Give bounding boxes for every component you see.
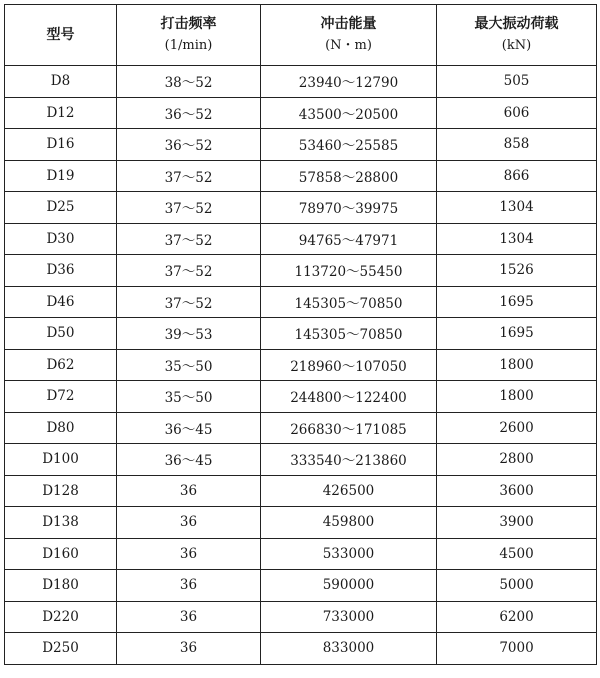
cell-frequency: 37～52 (117, 192, 261, 224)
header-energy-label: 冲击能量 (320, 16, 377, 32)
cell-energy: 57858～28800 (261, 160, 437, 192)
table-row (5, 412, 597, 444)
cell-energy: 78970～39975 (261, 192, 437, 224)
cell-model: D138 (5, 507, 117, 539)
cell-load: 2800 (437, 444, 597, 476)
cell-frequency: 38～52 (117, 66, 261, 98)
cell-model: D72 (5, 381, 117, 413)
table-row (5, 570, 597, 602)
cell-energy: 459800 (261, 507, 437, 539)
header-energy-unit: (N・m) (325, 38, 372, 53)
cell-model: D250 (5, 633, 117, 665)
cell-frequency: 36 (117, 475, 261, 507)
cell-frequency: 37～52 (117, 160, 261, 192)
cell-energy: 590000 (261, 570, 437, 602)
header-load (437, 5, 597, 66)
header-load-label: 最大振动荷载 (474, 16, 559, 32)
table-row (5, 286, 597, 318)
cell-frequency: 37～52 (117, 286, 261, 318)
header-energy (261, 5, 437, 66)
cell-model: D160 (5, 538, 117, 570)
cell-model: D80 (5, 412, 117, 444)
cell-frequency: 36～52 (117, 97, 261, 129)
table-row (5, 444, 597, 476)
cell-energy: 94765～47971 (261, 223, 437, 255)
cell-load: 1800 (437, 349, 597, 381)
cell-frequency: 37～52 (117, 223, 261, 255)
cell-frequency: 39～53 (117, 318, 261, 350)
cell-model: D12 (5, 97, 117, 129)
cell-load: 1695 (437, 318, 597, 350)
cell-frequency: 36 (117, 633, 261, 665)
table-row (5, 160, 597, 192)
cell-energy: 266830～171085 (261, 412, 437, 444)
table-body (5, 66, 597, 665)
header-frequency (117, 5, 261, 66)
cell-model: D128 (5, 475, 117, 507)
table-row (5, 318, 597, 350)
cell-energy: 23940～12790 (261, 66, 437, 98)
header-frequency-label: 打击频率 (160, 16, 217, 32)
cell-energy: 218960～107050 (261, 349, 437, 381)
cell-frequency: 36～45 (117, 412, 261, 444)
cell-load: 1304 (437, 223, 597, 255)
cell-model: D46 (5, 286, 117, 318)
table-row (5, 223, 597, 255)
cell-load: 1526 (437, 255, 597, 287)
table-row (5, 475, 597, 507)
cell-load: 866 (437, 160, 597, 192)
hammer-spec-table (4, 4, 597, 665)
cell-energy: 333540～213860 (261, 444, 437, 476)
cell-energy: 733000 (261, 601, 437, 633)
table-row (5, 255, 597, 287)
cell-frequency: 36 (117, 601, 261, 633)
cell-load: 4500 (437, 538, 597, 570)
cell-energy: 53460～25585 (261, 129, 437, 161)
table-row (5, 538, 597, 570)
table-row (5, 633, 597, 665)
cell-frequency: 36～52 (117, 129, 261, 161)
table-row (5, 129, 597, 161)
table-row (5, 192, 597, 224)
cell-model: D25 (5, 192, 117, 224)
cell-load: 3900 (437, 507, 597, 539)
cell-energy: 145305～70850 (261, 286, 437, 318)
cell-frequency: 35～50 (117, 381, 261, 413)
cell-energy: 426500 (261, 475, 437, 507)
cell-frequency: 36 (117, 570, 261, 602)
table-row (5, 381, 597, 413)
cell-load: 7000 (437, 633, 597, 665)
cell-model: D36 (5, 255, 117, 287)
cell-load: 1304 (437, 192, 597, 224)
cell-energy: 833000 (261, 633, 437, 665)
cell-model: D62 (5, 349, 117, 381)
header-frequency-unit: (1/min) (164, 38, 213, 53)
header-model-label: 型号 (46, 27, 75, 43)
cell-frequency: 36 (117, 538, 261, 570)
header-load-unit: (kN) (501, 38, 532, 53)
cell-model: D19 (5, 160, 117, 192)
cell-load: 1695 (437, 286, 597, 318)
cell-energy: 244800～122400 (261, 381, 437, 413)
cell-load: 858 (437, 129, 597, 161)
cell-model: D180 (5, 570, 117, 602)
table-row (5, 507, 597, 539)
table-header-row (5, 5, 597, 66)
cell-energy: 533000 (261, 538, 437, 570)
table-row (5, 349, 597, 381)
cell-energy: 43500～20500 (261, 97, 437, 129)
table-row (5, 601, 597, 633)
cell-load: 5000 (437, 570, 597, 602)
cell-model: D16 (5, 129, 117, 161)
cell-load: 505 (437, 66, 597, 98)
cell-frequency: 36～45 (117, 444, 261, 476)
cell-model: D50 (5, 318, 117, 350)
cell-load: 2600 (437, 412, 597, 444)
cell-energy: 113720～55450 (261, 255, 437, 287)
cell-load: 1800 (437, 381, 597, 413)
table-row (5, 97, 597, 129)
cell-model: D100 (5, 444, 117, 476)
cell-energy: 145305～70850 (261, 318, 437, 350)
cell-load: 3600 (437, 475, 597, 507)
cell-frequency: 35～50 (117, 349, 261, 381)
cell-model: D220 (5, 601, 117, 633)
header-model (5, 5, 117, 66)
cell-frequency: 37～52 (117, 255, 261, 287)
cell-model: D30 (5, 223, 117, 255)
cell-load: 6200 (437, 601, 597, 633)
cell-frequency: 36 (117, 507, 261, 539)
cell-model: D8 (5, 66, 117, 98)
cell-load: 606 (437, 97, 597, 129)
table-row (5, 66, 597, 98)
